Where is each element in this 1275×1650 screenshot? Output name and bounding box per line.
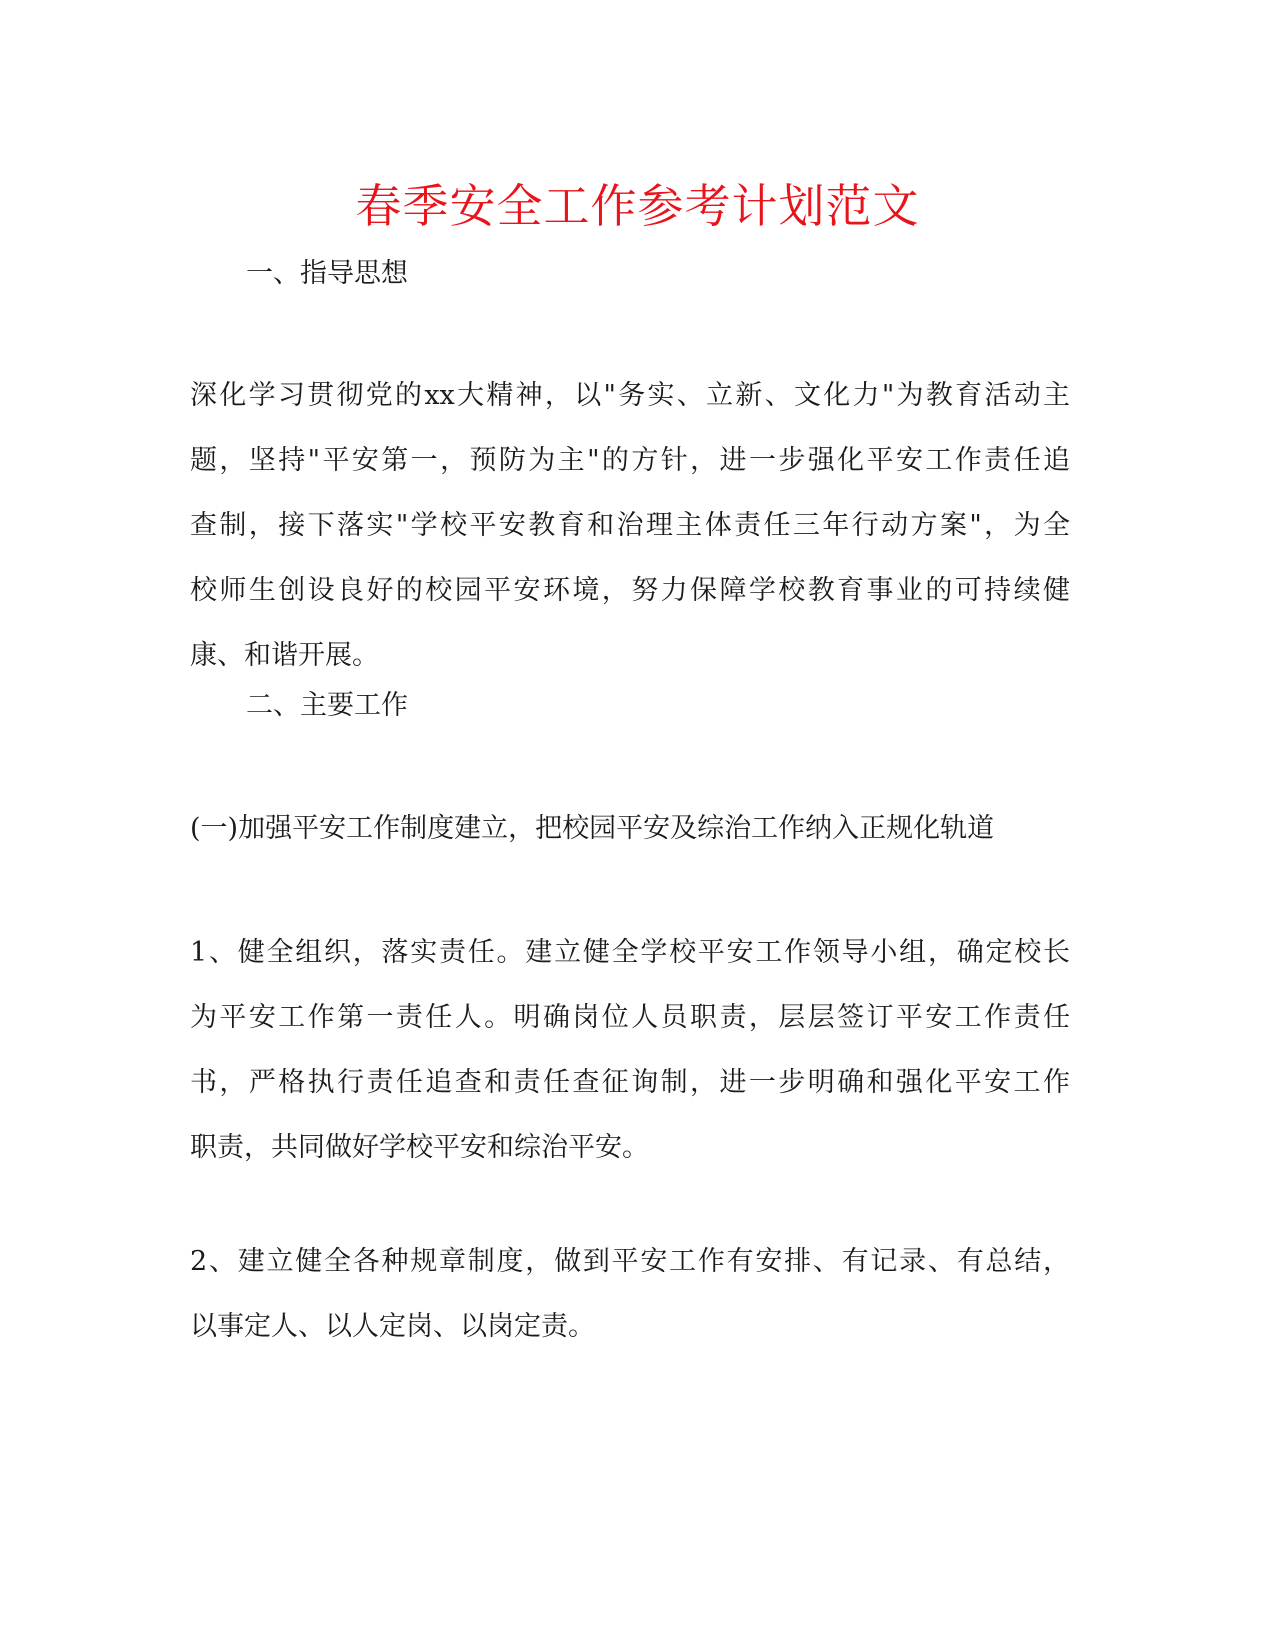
paragraph-line: 康、和谐开展。 [190,640,379,671]
item-1-paragraph [190,920,1070,1180]
section-heading-guiding-ideology: 一、指导思想 [246,258,408,289]
paragraph-line: 书，严格执行责任追查和责任查征询制，进一步明确和强化平安工作 [190,1067,1070,1098]
guiding-ideology-paragraph [190,363,1070,688]
paragraph-line: 题，坚持"平安第一，预防为主"的方针，进一步强化平安工作责任追 [190,445,1070,476]
section-heading-main-work: 二、主要工作 [246,690,408,721]
subsection-heading-system-building [190,796,1070,861]
paragraph-line: 1、健全组织，落实责任。建立健全学校平安工作领导小组，确定校长 [190,937,1070,968]
paragraph-line: (一)加强平安工作制度建立，把校园平安及综治工作纳入正规化轨道 [190,813,995,844]
document-title: 春季安全工作参考计划范文 [355,179,920,233]
paragraph-line: 为平安工作第一责任人。明确岗位人员职责，层层签订平安工作责任 [190,1002,1070,1033]
paragraph-line: 校师生创设良好的校园平安环境，努力保障学校教育事业的可持续健 [190,575,1070,606]
paragraph-line: 深化学习贯彻党的xx大精神，以"务实、立新、文化力"为教育活动主 [190,380,1070,411]
paragraph-line: 查制，接下落实"学校平安教育和治理主体责任三年行动方案"，为全 [190,510,1070,541]
item-2-paragraph [190,1229,1070,1359]
paragraph-line: 2、建立健全各种规章制度，做到平安工作有安排、有记录、有总结， [190,1246,1070,1277]
paragraph-line: 以事定人、以人定岗、以岗定责。 [190,1311,595,1342]
paragraph-line: 职责，共同做好学校平安和综治平安。 [190,1132,649,1163]
